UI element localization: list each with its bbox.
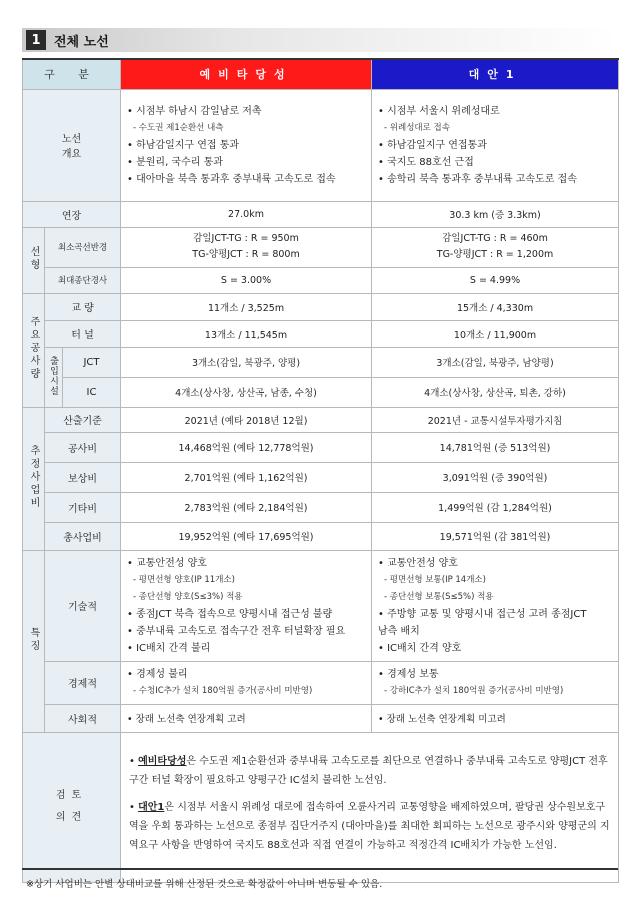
- header-alt-a: 예비타당성: [121, 59, 372, 89]
- structures-row-2: [23, 320, 619, 347]
- sub-item: - 수도권 제1순환선 내측: [133, 122, 224, 133]
- features-economic-a: [121, 661, 372, 704]
- features-economic-row: [23, 661, 619, 704]
- structures-b-1: 15개소 / 4,330m: [372, 293, 619, 320]
- bullet-item: • 하남감일지구 연접통과: [378, 139, 487, 151]
- bullet-item: • 시점부 서울시 위례성대로: [378, 105, 500, 117]
- structures-label-4: IC: [63, 377, 121, 407]
- sub-item: - 종단선형 양호(S≤3%) 적용: [133, 591, 243, 602]
- structures-a-1: 11개소 / 3,525m: [121, 293, 372, 320]
- footnote: ※상기 사업비는 안별 상대비교를 위해 산정된 것으로 확정값이 아니며 변동될 수 있음.: [26, 879, 383, 890]
- bullet-item: 남측 배치: [378, 625, 420, 637]
- structures-row-4: [23, 377, 619, 407]
- cost-b-5: 19,571억원 (감 381억원): [372, 522, 619, 550]
- structures-b-2: 10개소 / 11,900m: [372, 320, 619, 347]
- structures-row-1: [23, 293, 619, 320]
- structures-b-4: 4개소(상사창, 상산곡, 퇴촌, 강하): [372, 377, 619, 407]
- bullet-item: • 주방향 교통 및 양평시내 접근성 고려 종점JCT: [378, 608, 587, 620]
- cost-row-3: [23, 462, 619, 492]
- cost-label-4: 기타비: [45, 492, 121, 522]
- section-title: 전체 노선: [54, 34, 109, 50]
- bullet-item: • 대아마을 북측 통과후 중부내륙 고속도로 접속: [127, 173, 336, 185]
- overview-label: 노선 개요: [23, 89, 121, 201]
- review-row: [23, 732, 619, 882]
- overview-row: [23, 89, 619, 201]
- structures-a-3: 3개소(감일, 북광주, 양평): [121, 347, 372, 377]
- comparison-table: [22, 58, 619, 883]
- header-alt-b: 대안1: [372, 59, 619, 89]
- bullet-item: • 교통안전성 양호: [127, 557, 207, 569]
- alignment-row-2: [23, 267, 619, 293]
- cost-label-5: 총사업비: [45, 522, 121, 550]
- cost-a-3: 2,701억원 (예타 1,162억원): [121, 462, 372, 492]
- bullet-item: • 하남감일지구 연접 통과: [127, 139, 240, 151]
- length-b: 30.3 km (증 3.3km): [372, 201, 619, 227]
- header-gu: 구 분: [23, 59, 121, 89]
- features-social-b: • 장래 노선축 연장계획 미고려: [372, 704, 619, 732]
- overview-b: [372, 89, 619, 201]
- features-economic-label: 경제적: [45, 661, 121, 704]
- features-technical-row: [23, 550, 619, 661]
- features-economic-b: [372, 661, 619, 704]
- alignment-a-1: 감일JCT-TG : R = 950m TG-양평JCT : R = 800m: [121, 227, 372, 267]
- features-technical-b: [372, 550, 619, 661]
- section-number: 1: [26, 30, 46, 50]
- bullet-item: • 중부내륙 고속도로 접속구간 전후 터널확장 필요: [127, 625, 346, 637]
- cost-row-2: [23, 432, 619, 462]
- sub-item: - 종단선형 보통(S≤5%) 적용: [384, 591, 494, 602]
- review-name-2: 대안1: [138, 801, 165, 813]
- cost-b-3: 3,091억원 (증 390억원): [372, 462, 619, 492]
- bullet-item: • 시점부 하남시 감일남로 저촉: [127, 105, 262, 117]
- structures-row-3: [23, 347, 619, 377]
- bullet-item: • 분원리, 국수리 통과: [127, 156, 223, 168]
- sub-item: - 평면선형 보통(IP 14개소): [384, 574, 486, 585]
- alignment-b-1: 감일JCT-TG : R = 460m TG-양평JCT : R = 1,200m: [372, 227, 619, 267]
- review-text: [121, 732, 619, 882]
- alignment-b-2: S = 4.99%: [372, 267, 619, 293]
- features-technical-a: [121, 550, 372, 661]
- alignment-row-1: [23, 227, 619, 267]
- cost-label-1: 산출기준: [45, 407, 121, 432]
- structures-sub: 출입시설: [45, 347, 63, 407]
- bullet-item: • 경제성 보통: [378, 668, 439, 680]
- cost-row-1: [23, 407, 619, 432]
- bullet-item: • IC배치 간격 양호: [378, 642, 462, 654]
- cost-b-1: 2021년 - 교통시설투자평가지침: [372, 407, 619, 432]
- alignment-label-2: 최대종단경사: [45, 267, 121, 293]
- review-label: 검토 의견: [23, 732, 121, 882]
- cost-group: 추정사업비: [23, 407, 45, 550]
- sub-item: - 위례성대로 접속: [384, 122, 450, 133]
- cost-a-4: 2,783억원 (예타 2,184억원): [121, 492, 372, 522]
- bullet-item: • 송학리 북측 통과후 중부내륙 고속도로 접속: [378, 173, 577, 185]
- features-technical-label: 기술적: [45, 550, 121, 661]
- cost-label-3: 보상비: [45, 462, 121, 492]
- cost-b-2: 14,781억원 (증 513억원): [372, 432, 619, 462]
- features-group: 특징: [23, 550, 45, 732]
- cost-a-5: 19,952억원 (예타 17,695억원): [121, 522, 372, 550]
- cost-a-1: 2021년 (예타 2018년 12월): [121, 407, 372, 432]
- review-paragraph-1: • 예비타당성은 수도권 제1순환선과 중부내륙 고속도로를 최단으로 연결하나 중부내륙 고속도로 양평JCT 전후 구간 터널 확장이 필요하고 양평구간 IC설치 불리한 노선임.: [129, 755, 608, 786]
- features-social-a: • 장래 노선축 연장계획 고려: [121, 704, 372, 732]
- bullet-item: • 국지도 88호선 근접: [378, 156, 474, 168]
- length-a: 27.0km: [121, 201, 372, 227]
- structures-label-3: JCT: [63, 347, 121, 377]
- sub-item: - 강하IC추가 설치 180억원 증가(공사비 미반영): [384, 685, 564, 696]
- bullet-item: • 종점JCT 북측 접속으로 양평시내 접근성 불량: [127, 608, 333, 620]
- bullet-item: • IC배치 간격 불리: [127, 642, 211, 654]
- overview-a: [121, 89, 372, 201]
- header-row: [23, 59, 619, 89]
- bullet-item: • 교통안전성 양호: [378, 557, 458, 569]
- structures-a-2: 13개소 / 11,545m: [121, 320, 372, 347]
- review-body-2: 은 시점부 서울시 위례성 대로에 접속하여 오륜사거리 교통영향을 배제하였으며, 팔당권 상수원보호구역을 우회 통과하는 노선으로 종점부 집단거주지 (대아마을)를 최대한 회피하는 노선으로 광주시와 양평군의 지역요구 사항을 반영하여 국지도 88호선과 직접 연결이 가능하고 적정간격 IC배치가 가능한 노선임.: [129, 801, 610, 851]
- length-row: [23, 201, 619, 227]
- alignment-a-2: S = 3.00%: [121, 267, 372, 293]
- sub-item: - 평면선형 양호(IP 11개소): [133, 574, 235, 585]
- section-title-bar: [22, 28, 618, 52]
- cost-row-4: [23, 492, 619, 522]
- review-name-1: 예비타당성: [138, 755, 187, 767]
- cost-row-5: [23, 522, 619, 550]
- structures-a-4: 4개소(상사창, 상산곡, 남종, 수청): [121, 377, 372, 407]
- bullet-item: • 경제성 불리: [127, 668, 188, 680]
- structures-label-2: 터 널: [45, 320, 121, 347]
- review-body-1: 은 수도권 제1순환선과 중부내륙 고속도로를 최단으로 연결하나 중부내륙 고속도로 양평JCT 전후 구간 터널 확장이 필요하고 양평구간 IC설치 불리한 노선임.: [129, 755, 608, 786]
- alignment-group: 선형: [23, 227, 45, 293]
- features-social-label: 사회적: [45, 704, 121, 732]
- cost-b-4: 1,499억원 (감 1,284억원): [372, 492, 619, 522]
- cost-label-2: 공사비: [45, 432, 121, 462]
- alignment-label-1: 최소곡선반경: [45, 227, 121, 267]
- cost-a-2: 14,468억원 (예타 12,778억원): [121, 432, 372, 462]
- structures-group: 주요공사량: [23, 293, 45, 407]
- table-bottom-rule: [22, 868, 618, 870]
- length-label: 연장: [23, 201, 121, 227]
- sub-item: - 수청IC추가 설치 180억원 증가(공사비 미반영): [133, 685, 313, 696]
- structures-label-1: 교 량: [45, 293, 121, 320]
- structures-b-3: 3개소(감일, 북광주, 남양평): [372, 347, 619, 377]
- review-paragraph-2: • 대안1은 시점부 서울시 위례성 대로에 접속하여 오륜사거리 교통영향을 배제하였으며, 팔당권 상수원보호구역을 우회 통과하는 노선으로 종점부 집단거주지 (대아마을)를 최대한 회피하는 노선으로 광주시와 양평군의 지역요구 사항을 반영하여 국지도 88호선과 직접 연결이 가능하고 적정간격 IC배치가 가능한 노선임.: [129, 801, 610, 851]
- features-social-row: [23, 704, 619, 732]
